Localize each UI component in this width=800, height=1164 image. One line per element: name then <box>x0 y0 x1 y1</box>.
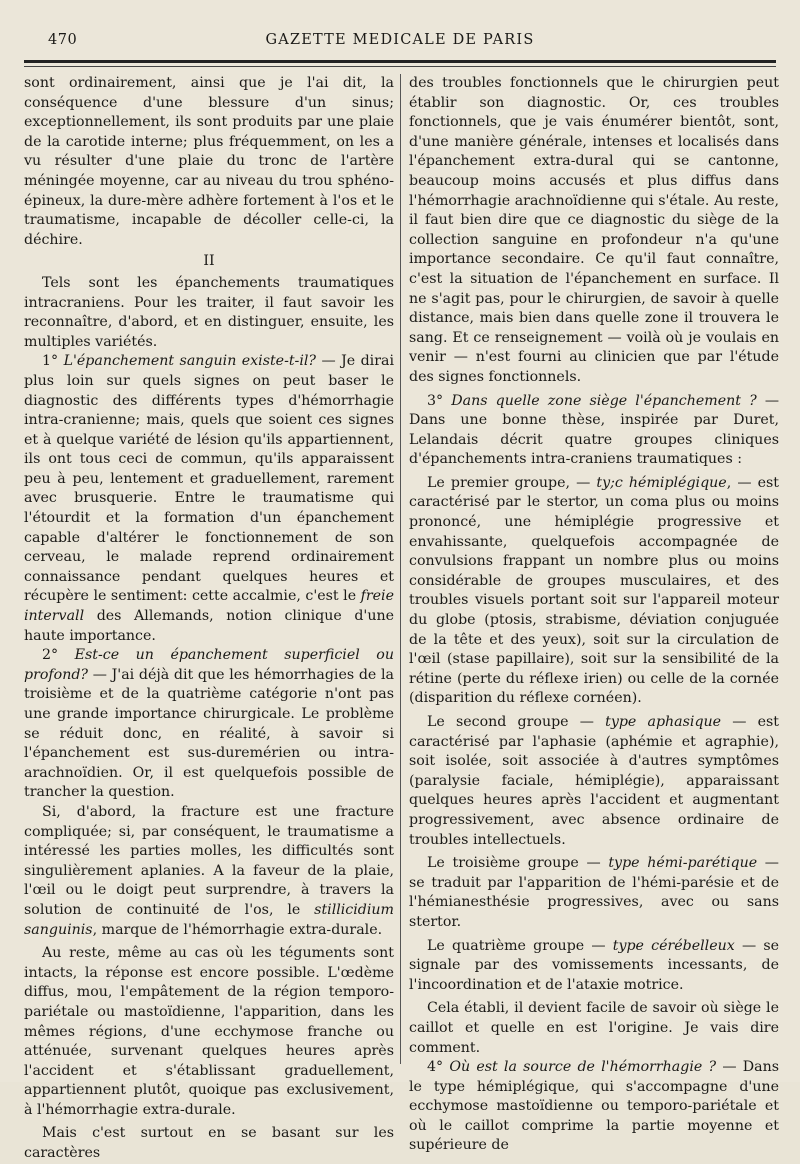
section-numeral: II <box>203 253 215 270</box>
page-header <box>22 28 778 50</box>
question-title: Dans quelle zone siège l'épanchement ? <box>451 392 757 409</box>
question-2-paragraph <box>24 646 394 803</box>
question-4-paragraph <box>409 1058 779 1156</box>
left-column <box>24 74 394 1164</box>
question-title: Où est la source de l'hémorrhagie ? <box>449 1059 717 1076</box>
group-2-paragraph <box>409 713 779 850</box>
right-column <box>409 74 779 1156</box>
paragraph: Mais c'est surtout en se basant sur les caractères <box>24 1125 394 1162</box>
question-number: 2° <box>42 647 59 664</box>
question-number: 1° <box>42 353 59 370</box>
paragraph-text: Le second groupe — <box>427 714 606 730</box>
page-number: 470 <box>48 32 78 48</box>
paragraph: Au reste, même au cas où les téguments sont intacts, la réponse est encore possible. L'œdème diffus, mou, l'empâtement de la région temporo-pariétale ou mastoïdienne, l'apparition, dans les mêmes régions, d'une ecchymose franche ou atténuée, survenant quelques heures après l'accident et s'établissant graduellement, appartiennent plutôt, quoique pas exclusivement, à l'hémorrhagie extra-durale. <box>24 945 394 1118</box>
paragraph-text: — Dans une bonne thèse, inspirée par Duret, Lelandais décrit quatre groupes cliniques d'épanchements intra-craniens traumatiques : <box>409 392 780 468</box>
paragraph: sont ordinairement, ainsi que je l'ai dit, la conséquence d'une blessure d'un sinus; exceptionnellement, ils sont produits par une plaie de la carotide interne; plus fréquemment, on les a vu résulter d'une plaie du tronc de l'artère méningée moyenne, car au niveau du trou sphéno-épineux, la dure-mère adhère fortement à l'os et le traumatisme, incapable de décoller celle-ci, la déchire. <box>24 75 394 248</box>
question-title: Est-ce un épanchement superficiel ou profond? <box>24 647 394 683</box>
paragraph: Cela établi, il devient facile de savoir où siège le caillot et quelle en est l'origine. Je vais dire comment. <box>409 1000 779 1056</box>
paragraph-text: Le premier groupe, — <box>427 474 597 491</box>
paragraph-text: Le quatrième groupe — <box>427 937 613 954</box>
paragraph-text: — se signale par des vomissements incessants, de l'incoordination et de l'ataxie motrice. <box>409 937 780 993</box>
latin-term: stillicidium sanguinis <box>24 901 394 938</box>
group-4-paragraph <box>409 937 779 996</box>
column-separator <box>400 74 401 1064</box>
paragraph-text: Le troisième groupe — <box>427 855 609 872</box>
question-title: L'épanchement sanguin existe-t-il? <box>63 353 317 370</box>
paragraph-text: Si, d'abord, la fracture est une fracture compliquée; si, par conséquent, le traumatisme a intéressé les parties molles, les difficultés sont singulièrement aplanies. A la faveur de la plaie, l'œil ou le doigt peut surprendre, à travers la solution de continuité de l'os, le <box>24 803 394 918</box>
paragraph-text: , — est caractérisé par le stertor, un coma plus ou moins prononcé, une hémiplégie progressive et envahissante, quelquefois accompagnée de convulsions frappant un nombre plus ou moins considérable de groupes musculaires, et des troubles visuels portant soit sur l'appareil moteur du globe (ptosis, strabisme, déviation conjuguée de la tête et des yeux), soit sur la circulation de l'œil (stase papillaire), soit sur la sensibilité de la rétine (perte du réflexe irien) ou celle de la cornée (disparition du réflexe cornéen). <box>409 474 779 707</box>
paragraph-text: — se traduit par l'apparition de l'hémi-parésie et de l'hémianesthésie progressives, avec ou sans stertor. <box>409 855 779 930</box>
question-3-paragraph <box>409 392 779 470</box>
group-type-term: ty;c hémiplégique <box>596 474 727 491</box>
paragraph-text: — J'ai déjà dit que les hémorrhagies de la troisième et de la quatrième catégorie n'ont pas une grande importance chirurgicale. Le problème se réduit donc, en réalité, à savoir si l'épanchement est sus-duremérien ou intra-arachnoïdien. Or, il est quelquefois possible de trancher la question. <box>24 666 394 801</box>
header-rule-thick <box>24 60 776 63</box>
group-type-term: type cérébelleux <box>612 937 735 954</box>
latin-term: freie intervall <box>24 588 394 625</box>
group-1-paragraph <box>409 474 779 709</box>
header-rule-thin <box>24 66 776 67</box>
group-3-paragraph <box>409 854 779 932</box>
paragraph: Tels sont les épanchements traumatiques intracraniens. Pour les traiter, il faut savoir les reconnaître, d'abord, et en distinguer, ensuite, les multiples variétés. <box>24 274 394 350</box>
group-type-term: type hémi-parétique <box>608 855 758 872</box>
question-1-paragraph <box>24 352 394 646</box>
paragraph <box>24 803 394 940</box>
paragraph-text: , marque de l'hémorrhagie extra-durale. <box>92 921 383 938</box>
paragraph-text: — est caractérisé par l'aphasie (aphémie et agraphie), soit isolée, soit associée à d'autres symptômes (paralysie faciale, hémiplégie), apparaissant quelques heures après l'accident et augmentant progressivement, avec absence ordinaire de troubles intellectuels. <box>409 714 779 848</box>
paragraph-text: des Allemands, notion clinique d'une haute importance. <box>24 608 394 644</box>
group-type-term: type aphasique <box>605 714 722 730</box>
question-number: 4° <box>427 1059 444 1076</box>
paragraph-text: — Je dirai plus loin sur quels signes on peut baser le diagnostic des différents types d'hémorrhagie intra-cranienne; mais, quels que soient ces signes et à quelque variété de lésion qu'ils appartiennent, ils ont tous ceci de commun, qu'ils apparaissent peu à peu, lentement et graduellement, rarement avec brusquerie. Entre le traumatisme qui l'étourdit et la formation d'un épanchement capable d'altérer le fonctionnement de son cerveau, le malade reprend ordinairement connaissance pendant quelques heures et récupère le sentiment: cette accalmie, c'est le <box>24 353 395 605</box>
paragraph-text: — Dans le type hémiplégique, qui s'accompagne d'une ecchymose mastoïdienne ou temporo-pariétale et où le caillot comprime la partie moyenne et supérieure de <box>409 1059 779 1154</box>
question-number: 3° <box>427 392 444 409</box>
paragraph: des troubles fonctionnels que le chirurgien peut établir son diagnostic. Or, ces troubles fonctionnels, que je vais énumérer bientôt, sont, d'une manière générale, intenses et localisés dans l'épanchement extra-dural qui se cantonne, beaucoup moins accusés et plus diffus dans l'hémorrhagie arachnoïdienne qui s'étale. Au reste, il faut bien dire que ce diagnostic du siège de la collection sanguine en profondeur n'a qu'une importance secondaire. Ce qu'il faut connaître, c'est la situation de l'épanchement en surface. Il ne s'agit pas, pour le chirurgien, de savoir à quelle distance, mais bien dans quelle zone il trouvera le sang. Et ce renseignement — voilà où je voulais en venir — n'est fourni au clinicien que par l'étude des signes fonctionnels. <box>409 75 779 385</box>
journal-title: GAZETTE MEDICALE DE PARIS <box>265 32 535 48</box>
